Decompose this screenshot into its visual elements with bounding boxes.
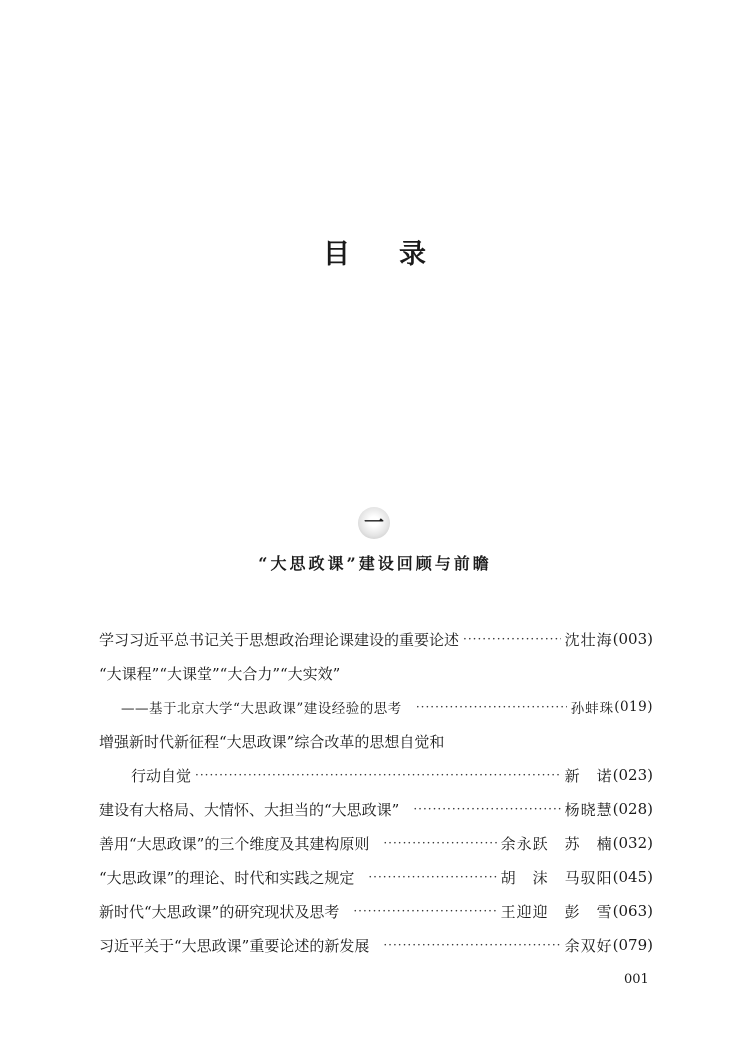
dot-leader bbox=[383, 937, 560, 953]
page-title bbox=[0, 232, 750, 271]
toc-entry[interactable] bbox=[99, 860, 653, 894]
toc-entry-page: (032) bbox=[612, 834, 653, 852]
toc-entry[interactable] bbox=[99, 656, 653, 690]
toc-entry-title: 增强新时代新征程“大思政课”综合改革的思想自觉和 bbox=[99, 732, 445, 751]
section-heading: “大思政课”建设回顾与前瞻 bbox=[258, 554, 492, 573]
dot-leader bbox=[368, 869, 496, 885]
toc-entry-author: 余双好 bbox=[564, 936, 613, 955]
toc-entry-title: “大课程”“大课堂”“大合力”“大实效” bbox=[99, 664, 341, 683]
toc-entry-author: 胡 沫 马驭阳 bbox=[500, 868, 613, 887]
dot-leader bbox=[416, 699, 567, 715]
toc-entry-title: 学习习近平总书记关于思想政治理论课建设的重要论述 bbox=[99, 630, 460, 649]
toc-entry-title: 新时代“大思政课”的研究现状及思考 bbox=[99, 902, 340, 921]
toc-entry[interactable] bbox=[99, 792, 653, 826]
page-title-char-2: 录 bbox=[399, 239, 427, 270]
toc-entry-page: (023) bbox=[612, 766, 653, 784]
page-title-char-1: 目 bbox=[323, 239, 351, 270]
toc-entry-page: (003) bbox=[612, 630, 653, 648]
dot-leader bbox=[383, 835, 496, 851]
dot-leader bbox=[353, 903, 496, 919]
toc-entry-continuation[interactable] bbox=[99, 758, 653, 792]
table-of-contents bbox=[99, 622, 653, 962]
toc-entry-author: 新 诺 bbox=[564, 766, 613, 785]
toc-entry-title: 习近平关于“大思政课”重要论述的新发展 bbox=[99, 936, 370, 955]
toc-entry-page: (028) bbox=[612, 800, 653, 818]
toc-entry-title: 行动自觉 bbox=[131, 766, 192, 785]
toc-entry[interactable] bbox=[99, 724, 653, 758]
toc-entry-title: 建设有大格局、大情怀、大担当的“大思政课” bbox=[99, 800, 400, 819]
toc-entry[interactable] bbox=[99, 894, 653, 928]
page-number: 001 bbox=[624, 972, 649, 987]
toc-entry-subtitle[interactable] bbox=[99, 690, 653, 724]
toc-entry[interactable] bbox=[99, 928, 653, 962]
toc-entry-title: ——基于北京大学“大思政课”建设经验的思考 bbox=[121, 701, 402, 717]
toc-entry-author: 沈壮海 bbox=[564, 630, 613, 649]
toc-entry-author: 孙蚌珠 bbox=[570, 701, 615, 717]
toc-entry-page: (063) bbox=[612, 902, 653, 920]
toc-entry-author: 王迎迎 彭 雪 bbox=[500, 902, 613, 921]
section-number-badge: 一 bbox=[358, 507, 390, 539]
toc-entry-page: (079) bbox=[612, 936, 653, 954]
dot-leader bbox=[195, 767, 561, 783]
toc-entry-title: “大思政课”的理论、时代和实践之规定 bbox=[99, 868, 355, 887]
toc-entry-author: 杨晓慧 bbox=[564, 800, 613, 819]
toc-entry-page: (045) bbox=[612, 868, 653, 886]
toc-entry-title: 善用“大思政课”的三个维度及其建构原则 bbox=[99, 834, 370, 853]
toc-entry[interactable] bbox=[99, 826, 653, 860]
toc-entry[interactable] bbox=[99, 622, 653, 656]
dot-leader bbox=[413, 801, 560, 817]
toc-entry-author: 余永跃 苏 楠 bbox=[500, 834, 613, 853]
toc-entry-page: (019) bbox=[614, 699, 653, 715]
dot-leader bbox=[463, 631, 561, 647]
